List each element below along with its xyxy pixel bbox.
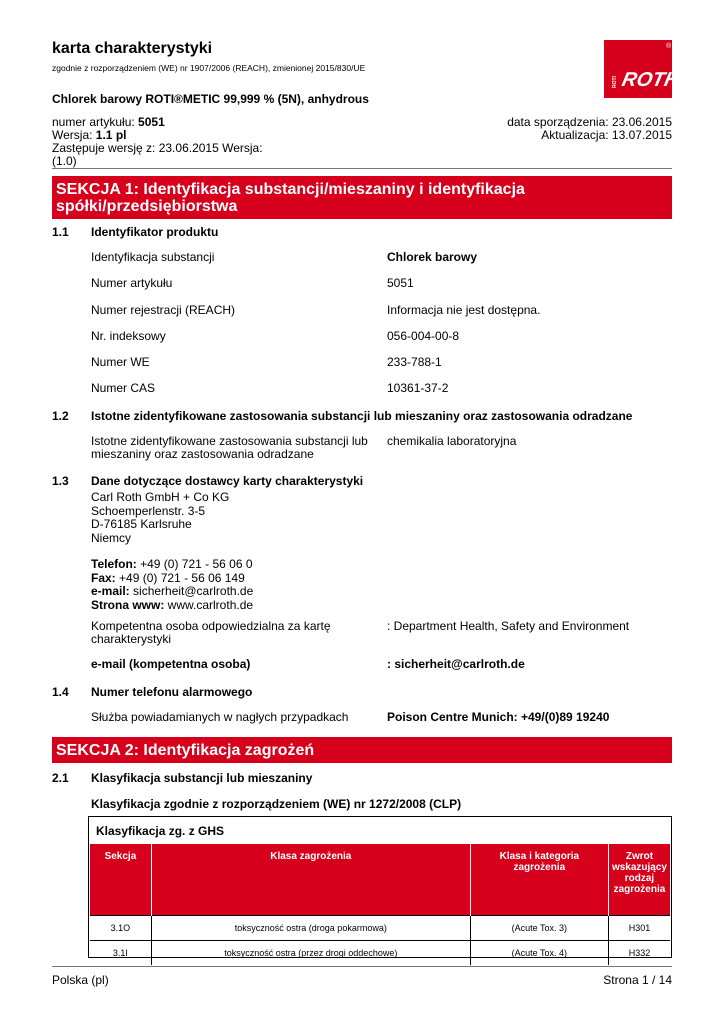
row-label: Numer WE <box>91 355 150 369</box>
footer-page-number: Strona 1 / 14 <box>603 973 672 987</box>
subsection-number: 1.4 <box>52 685 69 699</box>
address-line: Niemcy <box>91 530 132 545</box>
supplier-address <box>91 491 229 545</box>
competent-person-value: : Department Health, Safety and Environment <box>387 619 630 633</box>
web-value: www.carlroth.de <box>164 597 254 612</box>
date-meta <box>507 116 672 142</box>
table-cell: 3.1I <box>90 940 151 965</box>
uses-label-line1: Istotne zidentyfikowane zastosowania substancji lub <box>91 434 368 448</box>
subsection-number: 1.2 <box>52 409 69 423</box>
competent-label-line1: Kompetentna osoba odpowiedzialna za kartę <box>91 619 331 633</box>
address-line: Carl Roth GmbH + Co KG <box>91 490 230 504</box>
subsection-number: 1.3 <box>52 474 69 488</box>
subsection-number: 1.1 <box>52 225 69 239</box>
phone-label: Telefon: <box>91 557 137 571</box>
emergency-label: Służba powiadamianych w nagłych przypadkach <box>91 710 349 724</box>
row-value: 5051 <box>387 276 414 290</box>
uses-label-line2: mieszaniny oraz zastosowania odradzane <box>91 447 314 461</box>
address-line: Schoemperlenstr. 3-5 <box>91 503 206 518</box>
ghs-classification-box <box>88 816 672 958</box>
row-value: Chlorek barowy <box>387 250 478 264</box>
row-value: 233-788-1 <box>387 355 442 369</box>
registered-mark: ® <box>666 43 672 50</box>
email-line <box>91 585 253 599</box>
replaces-version: Zastępuje wersję z: 23.06.2015 Wersja: <box>52 141 263 155</box>
phone-value: +49 (0) 721 - 56 06 0 <box>136 557 253 571</box>
replaces-version-cont: (1.0) <box>52 154 77 168</box>
subsection-number: 2.1 <box>52 771 69 785</box>
version-label: Wersja: <box>52 128 96 142</box>
table-cell: 3.1O <box>90 915 151 940</box>
header-divider <box>52 168 672 169</box>
table-cell: (Acute Tox. 3) <box>470 915 608 940</box>
roth-logo <box>604 40 682 98</box>
table-cell: toksyczność ostra (przez drogi oddechowe) <box>151 940 470 965</box>
document-title: karta charakterystyki <box>52 40 213 57</box>
subsection-title: Identyfikator produktu <box>91 225 219 239</box>
row-value: 056-004-00-8 <box>387 329 460 343</box>
section-1-title-line1: SEKCJA 1: Identyfikacja substancji/mieszaniny i identyfikacja <box>56 181 525 198</box>
row-label: Identyfikacja substancji <box>91 250 215 264</box>
date-updated: Aktualizacja: 13.07.2015 <box>541 128 672 142</box>
article-meta <box>52 116 282 168</box>
table-cell: toksyczność ostra (droga pokarmowa) <box>151 915 470 940</box>
column-header: Klasa i kategoria zagrożenia <box>470 844 608 915</box>
competent-email-value: : sicherheit@carlroth.de <box>387 657 525 671</box>
row-label: Numer rejestracji (REACH) <box>91 303 236 317</box>
product-name: Chlorek barowy ROTI®METIC 99,999 % (5N), anhydrous <box>52 92 369 106</box>
section-1-title-line2: spółki/przedsiębiorstwa <box>56 198 238 215</box>
section-2-heading: SEKCJA 2: Identyfikacja zagrożeń <box>52 737 672 763</box>
table-header-row <box>90 844 670 915</box>
web-line <box>91 599 253 613</box>
address-line: D-76185 Karlsruhe <box>91 517 192 531</box>
uses-label <box>91 435 376 461</box>
footer-divider <box>52 966 672 967</box>
subsection-title: Numer telefonu alarmowego <box>91 685 253 699</box>
row-label: Nr. indeksowy <box>91 329 166 343</box>
column-header: Klasa zagrożenia <box>151 844 470 915</box>
date-created: data sporządzenia: 23.06.2015 <box>507 115 672 129</box>
row-label: Numer artykułu <box>91 276 173 290</box>
table-row <box>90 940 670 965</box>
phone-line <box>91 558 253 572</box>
table-cell: (Acute Tox. 4) <box>470 940 608 965</box>
fax-label: Fax: <box>91 570 116 585</box>
section-1-heading <box>52 176 672 219</box>
row-label: Numer CAS <box>91 381 156 395</box>
emergency-value: Poison Centre Munich: +49/(0)89 19240 <box>387 710 610 724</box>
table-row <box>90 915 670 940</box>
competent-email-label: e-mail (kompetentna osoba) <box>91 657 251 671</box>
article-label: numer artykułu: <box>52 115 139 129</box>
competent-label-line2: charakterystyki <box>91 632 172 646</box>
article-number: 5051 <box>138 115 165 129</box>
web-label: Strona www: <box>91 597 165 612</box>
subsection-title: Dane dotyczące dostawcy karty charakterystyki <box>91 474 364 488</box>
footer-language: Polska (pl) <box>52 973 109 987</box>
fax-value: +49 (0) 721 - 56 06 149 <box>115 570 245 585</box>
logo-text: ROTH <box>619 69 682 91</box>
email-value: sicherheit@carlroth.de <box>129 584 254 598</box>
competent-person-label <box>91 620 376 646</box>
ghs-title: Klasyfikacja zg. z GHS <box>96 824 225 838</box>
table-cell: H301 <box>608 915 670 940</box>
document-subtitle: zgodnie z rozporządzeniem (WE) nr 1907/2006 (REACH), zmienionej 2015/830/UE <box>52 63 366 73</box>
subsection-title: Klasyfikacja substancji lub mieszaniny <box>91 771 313 785</box>
fax-line <box>91 572 253 586</box>
column-header: Zwrot wskazujący rodzaj zagrożenia <box>608 844 670 915</box>
email-label: e-mail: <box>91 584 130 598</box>
subsection-title: Istotne zidentyfikowane zastosowania substancji lub mieszaniny oraz zastosowania odradzane <box>91 409 633 423</box>
row-value: 10361-37-2 <box>387 381 449 395</box>
column-header: Sekcja <box>90 844 151 915</box>
supplier-contact <box>91 558 253 612</box>
version-number: 1.1 pl <box>95 128 127 142</box>
clp-title: Klasyfikacja zgodnie z rozporządzeniem (WE) nr 1272/2008 (CLP) <box>91 797 462 811</box>
ghs-table <box>90 844 670 965</box>
logo-side-text: ROTI <box>612 76 618 88</box>
row-value: Informacja nie jest dostępna. <box>387 303 541 317</box>
table-cell: H332 <box>608 940 670 965</box>
uses-value: chemikalia laboratoryjna <box>387 434 517 448</box>
